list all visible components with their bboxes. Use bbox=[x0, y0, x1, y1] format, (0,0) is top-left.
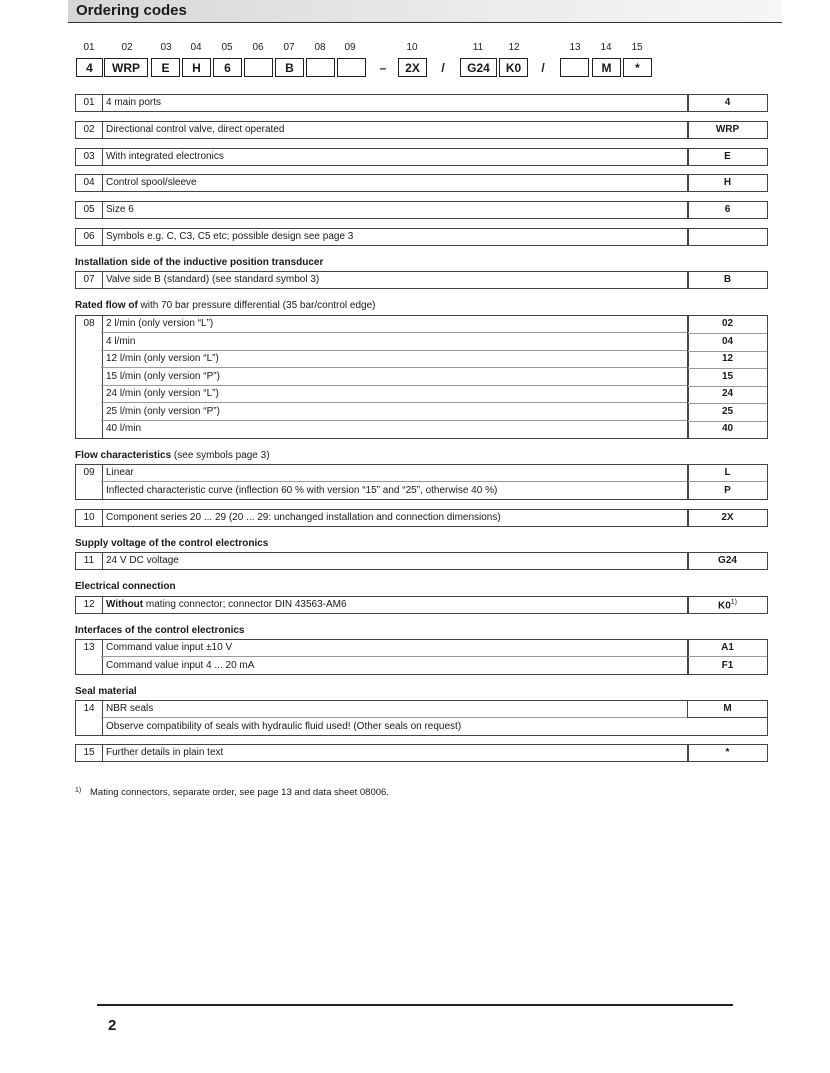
code-box: M bbox=[592, 58, 621, 77]
row-number: 15 bbox=[76, 745, 103, 761]
row-description: 24 V DC voltage bbox=[106, 555, 179, 566]
code-box bbox=[306, 58, 335, 77]
table-row bbox=[75, 228, 689, 246]
row-value: 15 bbox=[721, 371, 734, 382]
row-number: 01 bbox=[76, 95, 103, 111]
value-box bbox=[687, 509, 768, 527]
row-description: 24 l/min (only version “L”) bbox=[106, 388, 219, 399]
section-heading-rest: with 70 bar pressure differential (35 bar/control edge) bbox=[137, 300, 376, 311]
section-heading bbox=[75, 300, 376, 311]
row-value: 02 bbox=[721, 318, 734, 329]
section-heading-bold: Electrical connection bbox=[75, 581, 176, 592]
code-box: 4 bbox=[76, 58, 103, 77]
row-description: Linear bbox=[106, 467, 134, 478]
value-box bbox=[687, 639, 768, 675]
position-number: 05 bbox=[221, 42, 233, 53]
row-number: 05 bbox=[76, 202, 103, 218]
code-box: WRP bbox=[104, 58, 148, 77]
row-number: 03 bbox=[76, 149, 103, 165]
row-value: 12 bbox=[721, 353, 734, 364]
row-description-bold: Without bbox=[106, 599, 144, 610]
value-divider bbox=[688, 368, 767, 369]
row-value: 04 bbox=[721, 336, 734, 347]
value-divider bbox=[688, 351, 767, 352]
position-number: 11 bbox=[472, 42, 484, 53]
row-description: With integrated electronics bbox=[106, 151, 224, 162]
section-heading-bold: Flow characteristics bbox=[75, 450, 172, 461]
row-description: Observe compatibility of seals with hydraulic fluid used! (Other seals on request) bbox=[106, 721, 462, 732]
row-divider bbox=[101, 481, 689, 482]
row-value: 25 bbox=[721, 406, 734, 417]
row-description: Size 6 bbox=[106, 204, 134, 215]
value-box bbox=[687, 700, 768, 718]
table-row bbox=[75, 744, 689, 762]
row-value: 6 bbox=[724, 204, 731, 215]
value-box bbox=[687, 121, 768, 139]
value-box bbox=[687, 596, 768, 614]
code-dash: – bbox=[379, 60, 387, 75]
code-box: E bbox=[151, 58, 180, 77]
footnote bbox=[75, 786, 390, 800]
section-heading bbox=[75, 450, 270, 461]
code-box: H bbox=[182, 58, 211, 77]
row-value: F1 bbox=[721, 660, 734, 671]
value-box bbox=[687, 271, 768, 289]
row-description: Component series 20 ... 29 (20 ... 29: unchanged installation and connection dimensions) bbox=[106, 512, 501, 523]
table-row bbox=[75, 509, 689, 527]
row-description: Further details in plain text bbox=[106, 747, 224, 758]
row-value: * bbox=[725, 747, 730, 758]
footnote-ref: 1) bbox=[730, 599, 738, 606]
row-value: 40 bbox=[721, 423, 734, 434]
value-box bbox=[687, 174, 768, 192]
table-row bbox=[75, 121, 689, 139]
row-value: WRP bbox=[715, 124, 740, 135]
section-heading-bold: Rated flow of bbox=[75, 300, 138, 311]
row-description: Valve side B (standard) (see standard symbol 3) bbox=[106, 274, 320, 285]
position-number: 14 bbox=[600, 42, 612, 53]
value-box bbox=[687, 744, 768, 762]
value-divider bbox=[688, 386, 767, 387]
row-description: 15 l/min (only version “P”) bbox=[106, 371, 220, 382]
code-box bbox=[560, 58, 589, 77]
row-description: NBR seals bbox=[106, 703, 154, 714]
row-value: 4 bbox=[724, 97, 731, 108]
row-number: 11 bbox=[76, 553, 103, 569]
value-box bbox=[687, 315, 768, 439]
row-description: Directional control valve, direct operated bbox=[106, 124, 285, 135]
row-description bbox=[106, 599, 684, 610]
row-description: Symbols e.g. C, C3, C5 etc; possible design see page 3 bbox=[106, 231, 354, 242]
row-divider bbox=[101, 385, 689, 386]
value-divider bbox=[688, 421, 767, 422]
row-number: 04 bbox=[76, 175, 103, 191]
section-heading bbox=[75, 581, 176, 592]
row-number: 07 bbox=[76, 272, 103, 288]
table-row-group bbox=[75, 464, 689, 500]
row-description-rest: mating connector; connector DIN 43563-AM6 bbox=[143, 599, 347, 610]
position-number: 08 bbox=[314, 42, 326, 53]
row-value: 2X bbox=[721, 512, 734, 523]
row-value: P bbox=[724, 485, 731, 496]
value-box bbox=[687, 228, 768, 246]
value-box bbox=[687, 552, 768, 570]
section-heading bbox=[75, 686, 137, 697]
table-row bbox=[75, 94, 689, 112]
row-description: Command value input 4 ... 20 mA bbox=[106, 660, 255, 671]
section-heading-bold: Supply voltage of the control electronics bbox=[75, 538, 269, 549]
row-divider bbox=[101, 402, 689, 403]
position-number: 15 bbox=[631, 42, 643, 53]
row-description: 2 l/min (only version “L”) bbox=[106, 318, 214, 329]
code-box: * bbox=[623, 58, 652, 77]
row-divider bbox=[101, 656, 689, 657]
row-value: H bbox=[723, 177, 732, 188]
footnote-text: Mating connectors, separate order, see page 13 and data sheet 08006. bbox=[90, 787, 389, 798]
section-heading-bold: Interfaces of the control electronics bbox=[75, 625, 245, 636]
code-box: K0 bbox=[499, 58, 528, 77]
row-value: 24 bbox=[721, 388, 734, 399]
table-row bbox=[75, 552, 689, 570]
row-description: 40 l/min bbox=[106, 423, 142, 434]
section-heading-rest: (see symbols page 3) bbox=[171, 450, 270, 461]
value-box bbox=[687, 148, 768, 166]
section-heading bbox=[75, 625, 245, 636]
position-number: 06 bbox=[252, 42, 264, 53]
row-number: 06 bbox=[76, 229, 103, 245]
footnote-marker: 1) bbox=[75, 787, 82, 794]
table-row bbox=[75, 271, 689, 289]
row-value-text: K0 bbox=[717, 600, 731, 612]
row-divider bbox=[101, 717, 768, 718]
code-box: G24 bbox=[460, 58, 497, 77]
code-box bbox=[244, 58, 273, 77]
footer-rule bbox=[97, 1004, 733, 1006]
code-separator: / bbox=[441, 60, 445, 75]
row-description: Inflected characteristic curve (inflection 60 % with version “15” and “25”, otherwise 40 %) bbox=[106, 485, 498, 496]
section-heading bbox=[75, 538, 268, 549]
row-number: 12 bbox=[76, 597, 103, 613]
row-divider bbox=[101, 420, 689, 421]
code-separator: / bbox=[541, 60, 545, 75]
row-value: B bbox=[723, 274, 732, 285]
row-number: 10 bbox=[76, 510, 103, 526]
row-description: 12 l/min (only version “L”) bbox=[106, 353, 219, 364]
value-divider bbox=[688, 403, 767, 404]
value-box bbox=[687, 464, 768, 500]
code-box bbox=[337, 58, 366, 77]
position-number: 07 bbox=[283, 42, 295, 53]
value-box bbox=[687, 94, 768, 112]
position-number: 03 bbox=[160, 42, 172, 53]
code-box: 6 bbox=[213, 58, 242, 77]
row-divider bbox=[101, 367, 689, 368]
row-value: L bbox=[724, 467, 731, 478]
row-value: G24 bbox=[718, 555, 737, 566]
position-number: 13 bbox=[569, 42, 581, 53]
section-heading-bold: Installation side of the inductive position transducer bbox=[75, 257, 324, 268]
code-box: 2X bbox=[398, 58, 427, 77]
section-heading-bold: Seal material bbox=[75, 686, 137, 697]
row-description: 4 main ports bbox=[106, 97, 162, 108]
code-box: B bbox=[275, 58, 304, 77]
row-divider bbox=[101, 332, 689, 333]
position-number: 10 bbox=[406, 42, 418, 53]
table-row bbox=[75, 201, 689, 219]
row-description: Command value input ±10 V bbox=[106, 642, 233, 653]
row-number: 14 bbox=[76, 701, 103, 735]
table-row-group bbox=[75, 700, 768, 736]
page-title: Ordering codes bbox=[76, 2, 187, 19]
row-description: 4 l/min bbox=[106, 336, 136, 347]
position-number: 02 bbox=[121, 42, 133, 53]
row-number: 08 bbox=[76, 316, 103, 438]
table-row bbox=[75, 596, 689, 614]
table-row bbox=[75, 148, 689, 166]
row-value: A1 bbox=[721, 642, 734, 653]
position-number: 12 bbox=[508, 42, 520, 53]
row-number: 02 bbox=[76, 122, 103, 138]
row-value bbox=[688, 599, 767, 611]
position-number: 04 bbox=[190, 42, 202, 53]
value-divider bbox=[688, 656, 767, 657]
row-description: 25 l/min (only version “P”) bbox=[106, 406, 220, 417]
row-number: 09 bbox=[76, 465, 103, 499]
section-heading bbox=[75, 257, 323, 268]
page-number: 2 bbox=[108, 1017, 117, 1034]
row-value: M bbox=[723, 703, 732, 714]
section-header bbox=[68, 0, 782, 23]
row-number: 13 bbox=[76, 640, 103, 674]
row-divider bbox=[101, 350, 689, 351]
table-row-group bbox=[75, 639, 689, 675]
value-divider bbox=[688, 481, 767, 482]
position-number: 01 bbox=[83, 42, 95, 53]
row-value: E bbox=[724, 151, 731, 162]
value-box bbox=[687, 201, 768, 219]
value-divider bbox=[688, 333, 767, 334]
position-number: 09 bbox=[344, 42, 356, 53]
table-row bbox=[75, 174, 689, 192]
row-description: Control spool/sleeve bbox=[106, 177, 197, 188]
